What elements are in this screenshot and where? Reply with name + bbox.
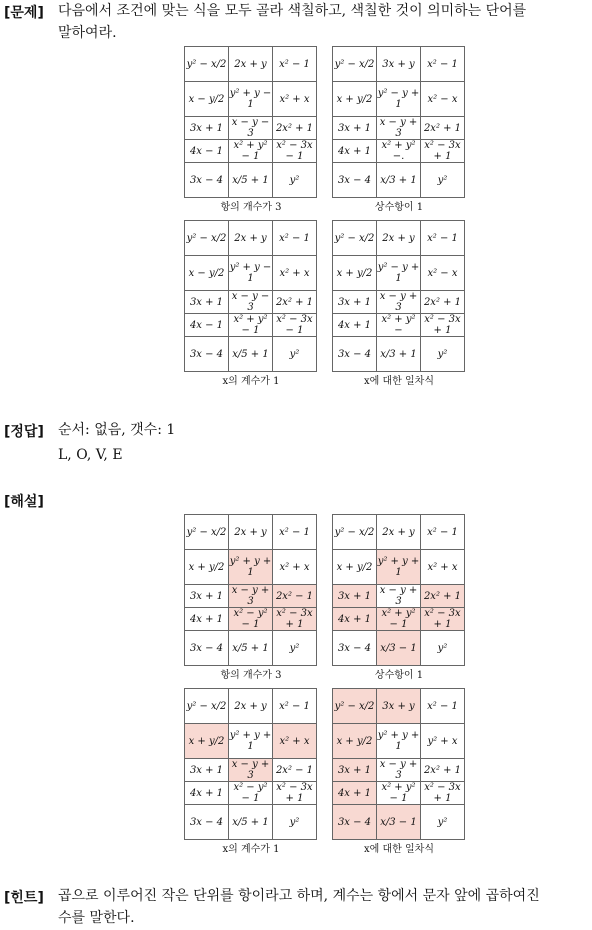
grid-cell: y² − x/2 (185, 689, 229, 724)
grid-cell: x² − x (421, 82, 465, 117)
grid-cell: 2x + y (229, 47, 273, 82)
explain-caption-term-count-3: 항의 개수가 3 (220, 670, 282, 681)
caption-linear-in-x: x에 대한 일차식 (364, 376, 434, 387)
grid-cell: 4x + 1 (333, 782, 377, 805)
grid-cell: 3x − 4 (185, 163, 229, 198)
grid-cell: 3x − 4 (333, 337, 377, 372)
grid-cell: 3x + 1 (333, 585, 377, 608)
grid-cell: x/5 + 1 (229, 631, 273, 666)
grid-cell: x² + x (273, 550, 317, 585)
grid-cell: 3x + 1 (185, 291, 229, 314)
grid-cell: x² − 3x − 1 (273, 140, 317, 163)
grid-cell: y² (421, 805, 465, 840)
grid-cell: x − y − 3 (229, 117, 273, 140)
grid-cell: x² + y² − 1 (377, 608, 421, 631)
grid-cell: 4x + 1 (185, 782, 229, 805)
explain-grid-term-count-3 (184, 514, 317, 666)
grid-cell: 3x − 4 (185, 631, 229, 666)
grid-cell: 3x − 4 (185, 805, 229, 840)
grid-cell: x² + y² − 1 (229, 140, 273, 163)
grid-cell: x² − x (421, 256, 465, 291)
explain-grid-x-coefficient-1 (184, 688, 317, 840)
grid-cell: 4x + 1 (333, 608, 377, 631)
grid-cell: y² (273, 631, 317, 666)
grid-cell: x² − 1 (273, 221, 317, 256)
grid-cell: x + y/2 (333, 256, 377, 291)
grid-cell: x/3 + 1 (377, 163, 421, 198)
grid-linear-in-x (332, 220, 465, 372)
explain-grid-constant-1 (332, 514, 465, 666)
grid-cell: x + y/2 (333, 724, 377, 759)
grid-cell: x/5 + 1 (229, 337, 273, 372)
answer-tag: [정답] (4, 424, 44, 440)
explain-caption-x-coefficient-1: x의 계수가 1 (222, 844, 280, 855)
grid-cell: x² − 1 (421, 689, 465, 724)
grid-cell: 2x + y (229, 515, 273, 550)
grid-cell: x² − 3x + 1 (421, 608, 465, 631)
grid-cell: x² − y² − 1 (229, 608, 273, 631)
grid-cell: 3x + 1 (185, 759, 229, 782)
problem-text-line1: 다음에서 조건에 맞는 식을 모두 골라 색칠하고, 색칠한 것이 의미하는 단어를 (58, 3, 527, 19)
grid-cell: x² − 1 (273, 515, 317, 550)
grid-cell: y² − y + 1 (377, 256, 421, 291)
grid-cell: y² + y + 1 (229, 550, 273, 585)
grid-cell: 2x² − 1 (273, 759, 317, 782)
grid-cell: x − y/2 (185, 82, 229, 117)
grid-cell: 2x² + 1 (421, 291, 465, 314)
grid-cell: y² + y + 1 (377, 550, 421, 585)
grid-cell: 2x + y (229, 689, 273, 724)
grid-cell: 3x − 4 (333, 805, 377, 840)
grid-cell: x² + y² −. (377, 140, 421, 163)
grid-cell: y² + y + 1 (229, 724, 273, 759)
grid-cell: x² − 3x + 1 (421, 140, 465, 163)
grid-cell: x² + x (273, 82, 317, 117)
grid-cell: x² + y² − (377, 314, 421, 337)
grid-cell: 3x − 4 (185, 337, 229, 372)
grid-cell: y² + y − 1 (229, 256, 273, 291)
grid-cell: y² − x/2 (333, 515, 377, 550)
grid-cell: x² − 1 (273, 689, 317, 724)
explain-caption-linear-in-x: x에 대한 일차식 (364, 844, 434, 855)
grid-cell: 3x + 1 (333, 291, 377, 314)
problem-text-line2: 말하여라. (58, 25, 117, 41)
grid-cell: x + y/2 (333, 550, 377, 585)
grid-cell: 4x − 1 (185, 314, 229, 337)
grid-cell: y² (421, 631, 465, 666)
grid-cell: x/3 + 1 (377, 337, 421, 372)
grid-cell: 3x + y (377, 47, 421, 82)
grid-cell: y² + y − 1 (229, 82, 273, 117)
grid-cell: x² − 1 (421, 515, 465, 550)
grid-cell: x/5 + 1 (229, 805, 273, 840)
grid-cell: x − y + 3 (229, 585, 273, 608)
explanation-tag: [해설] (4, 494, 44, 510)
grid-cell: y² + x (421, 724, 465, 759)
grid-cell: x/3 − 1 (377, 805, 421, 840)
answer-text-line2: L, O, V, E (58, 447, 123, 463)
problem-tag: [문제] (4, 5, 44, 21)
grid-cell: x² − 3x + 1 (273, 608, 317, 631)
grid-cell: x − y + 3 (229, 759, 273, 782)
grid-cell: x² − 1 (421, 221, 465, 256)
grid-cell: 3x + 1 (333, 759, 377, 782)
grid-cell: 2x² + 1 (421, 759, 465, 782)
grid-cell: x + y/2 (185, 550, 229, 585)
grid-cell: 2x + y (229, 221, 273, 256)
grid-cell: 3x + 1 (185, 117, 229, 140)
grid-cell: y² (273, 805, 317, 840)
grid-cell: 2x² + 1 (421, 117, 465, 140)
grid-cell: 2x² − 1 (273, 585, 317, 608)
grid-cell: 3x + 1 (185, 585, 229, 608)
grid-cell: x² − y² − 1 (229, 782, 273, 805)
grid-cell: 3x + y (377, 689, 421, 724)
grid-cell: x² + y² − 1 (229, 314, 273, 337)
grid-cell: 4x + 1 (185, 608, 229, 631)
grid-cell: y² − x/2 (185, 221, 229, 256)
grid-cell: x² + y² − 1 (377, 782, 421, 805)
grid-cell: x − y + 3 (377, 759, 421, 782)
grid-cell: 2x² + 1 (421, 585, 465, 608)
explain-caption-constant-1: 상수항이 1 (374, 670, 424, 681)
grid-cell: x² − 3x + 1 (421, 782, 465, 805)
grid-term-count-3 (184, 46, 317, 198)
grid-x-coefficient-1 (184, 220, 317, 372)
grid-cell: x/3 − 1 (377, 631, 421, 666)
caption-constant-1: 상수항이 1 (374, 202, 424, 213)
grid-cell: 2x + y (377, 515, 421, 550)
grid-cell: 3x + 1 (333, 117, 377, 140)
grid-cell: x² + x (273, 256, 317, 291)
grid-cell: 4x + 1 (333, 140, 377, 163)
grid-cell: x − y − 3 (229, 291, 273, 314)
grid-cell: y² (421, 337, 465, 372)
grid-cell: y² + y + 1 (377, 724, 421, 759)
grid-cell: y² − x/2 (333, 221, 377, 256)
grid-cell: x − y + 3 (377, 117, 421, 140)
grid-constant-1 (332, 46, 465, 198)
grid-cell: x/5 + 1 (229, 163, 273, 198)
grid-cell: x + y/2 (185, 724, 229, 759)
grid-cell: 3x − 4 (333, 163, 377, 198)
grid-cell: 2x² + 1 (273, 291, 317, 314)
grid-cell: y² − x/2 (333, 47, 377, 82)
grid-cell: 2x + y (377, 221, 421, 256)
grid-cell: y² − x/2 (333, 689, 377, 724)
hint-text-line1: 곱으로 이루어진 작은 단위를 항이라고 하며, 계수는 항에서 문자 앞에 곱하여진 (58, 888, 540, 904)
grid-cell: y² − x/2 (185, 515, 229, 550)
hint-text-line2: 수를 말한다. (58, 910, 135, 926)
grid-cell: x² + x (421, 550, 465, 585)
grid-cell: x² − 3x − 1 (273, 314, 317, 337)
explain-grid-linear-in-x (332, 688, 465, 840)
grid-cell: y² − y + 1 (377, 82, 421, 117)
grid-cell: x − y + 3 (377, 291, 421, 314)
grid-cell: 4x − 1 (185, 140, 229, 163)
grid-cell: x² − 1 (273, 47, 317, 82)
grid-cell: y² (421, 163, 465, 198)
grid-cell: x − y/2 (185, 256, 229, 291)
grid-cell: x + y/2 (333, 82, 377, 117)
grid-cell: 3x − 4 (333, 631, 377, 666)
grid-cell: x² − 3x + 1 (421, 314, 465, 337)
grid-cell: x − y + 3 (377, 585, 421, 608)
grid-cell: x² + x (273, 724, 317, 759)
grid-cell: y² (273, 163, 317, 198)
answer-text-line1: 순서: 없음, 갯수: 1 (58, 422, 176, 438)
grid-cell: 4x + 1 (333, 314, 377, 337)
grid-cell: 2x² + 1 (273, 117, 317, 140)
grid-cell: x² − 3x + 1 (273, 782, 317, 805)
grid-cell: y² − x/2 (185, 47, 229, 82)
caption-x-coefficient-1: x의 계수가 1 (222, 376, 280, 387)
grid-cell: x² − 1 (421, 47, 465, 82)
hint-tag: [힌트] (4, 890, 44, 906)
caption-term-count-3: 항의 개수가 3 (220, 202, 282, 213)
grid-cell: y² (273, 337, 317, 372)
